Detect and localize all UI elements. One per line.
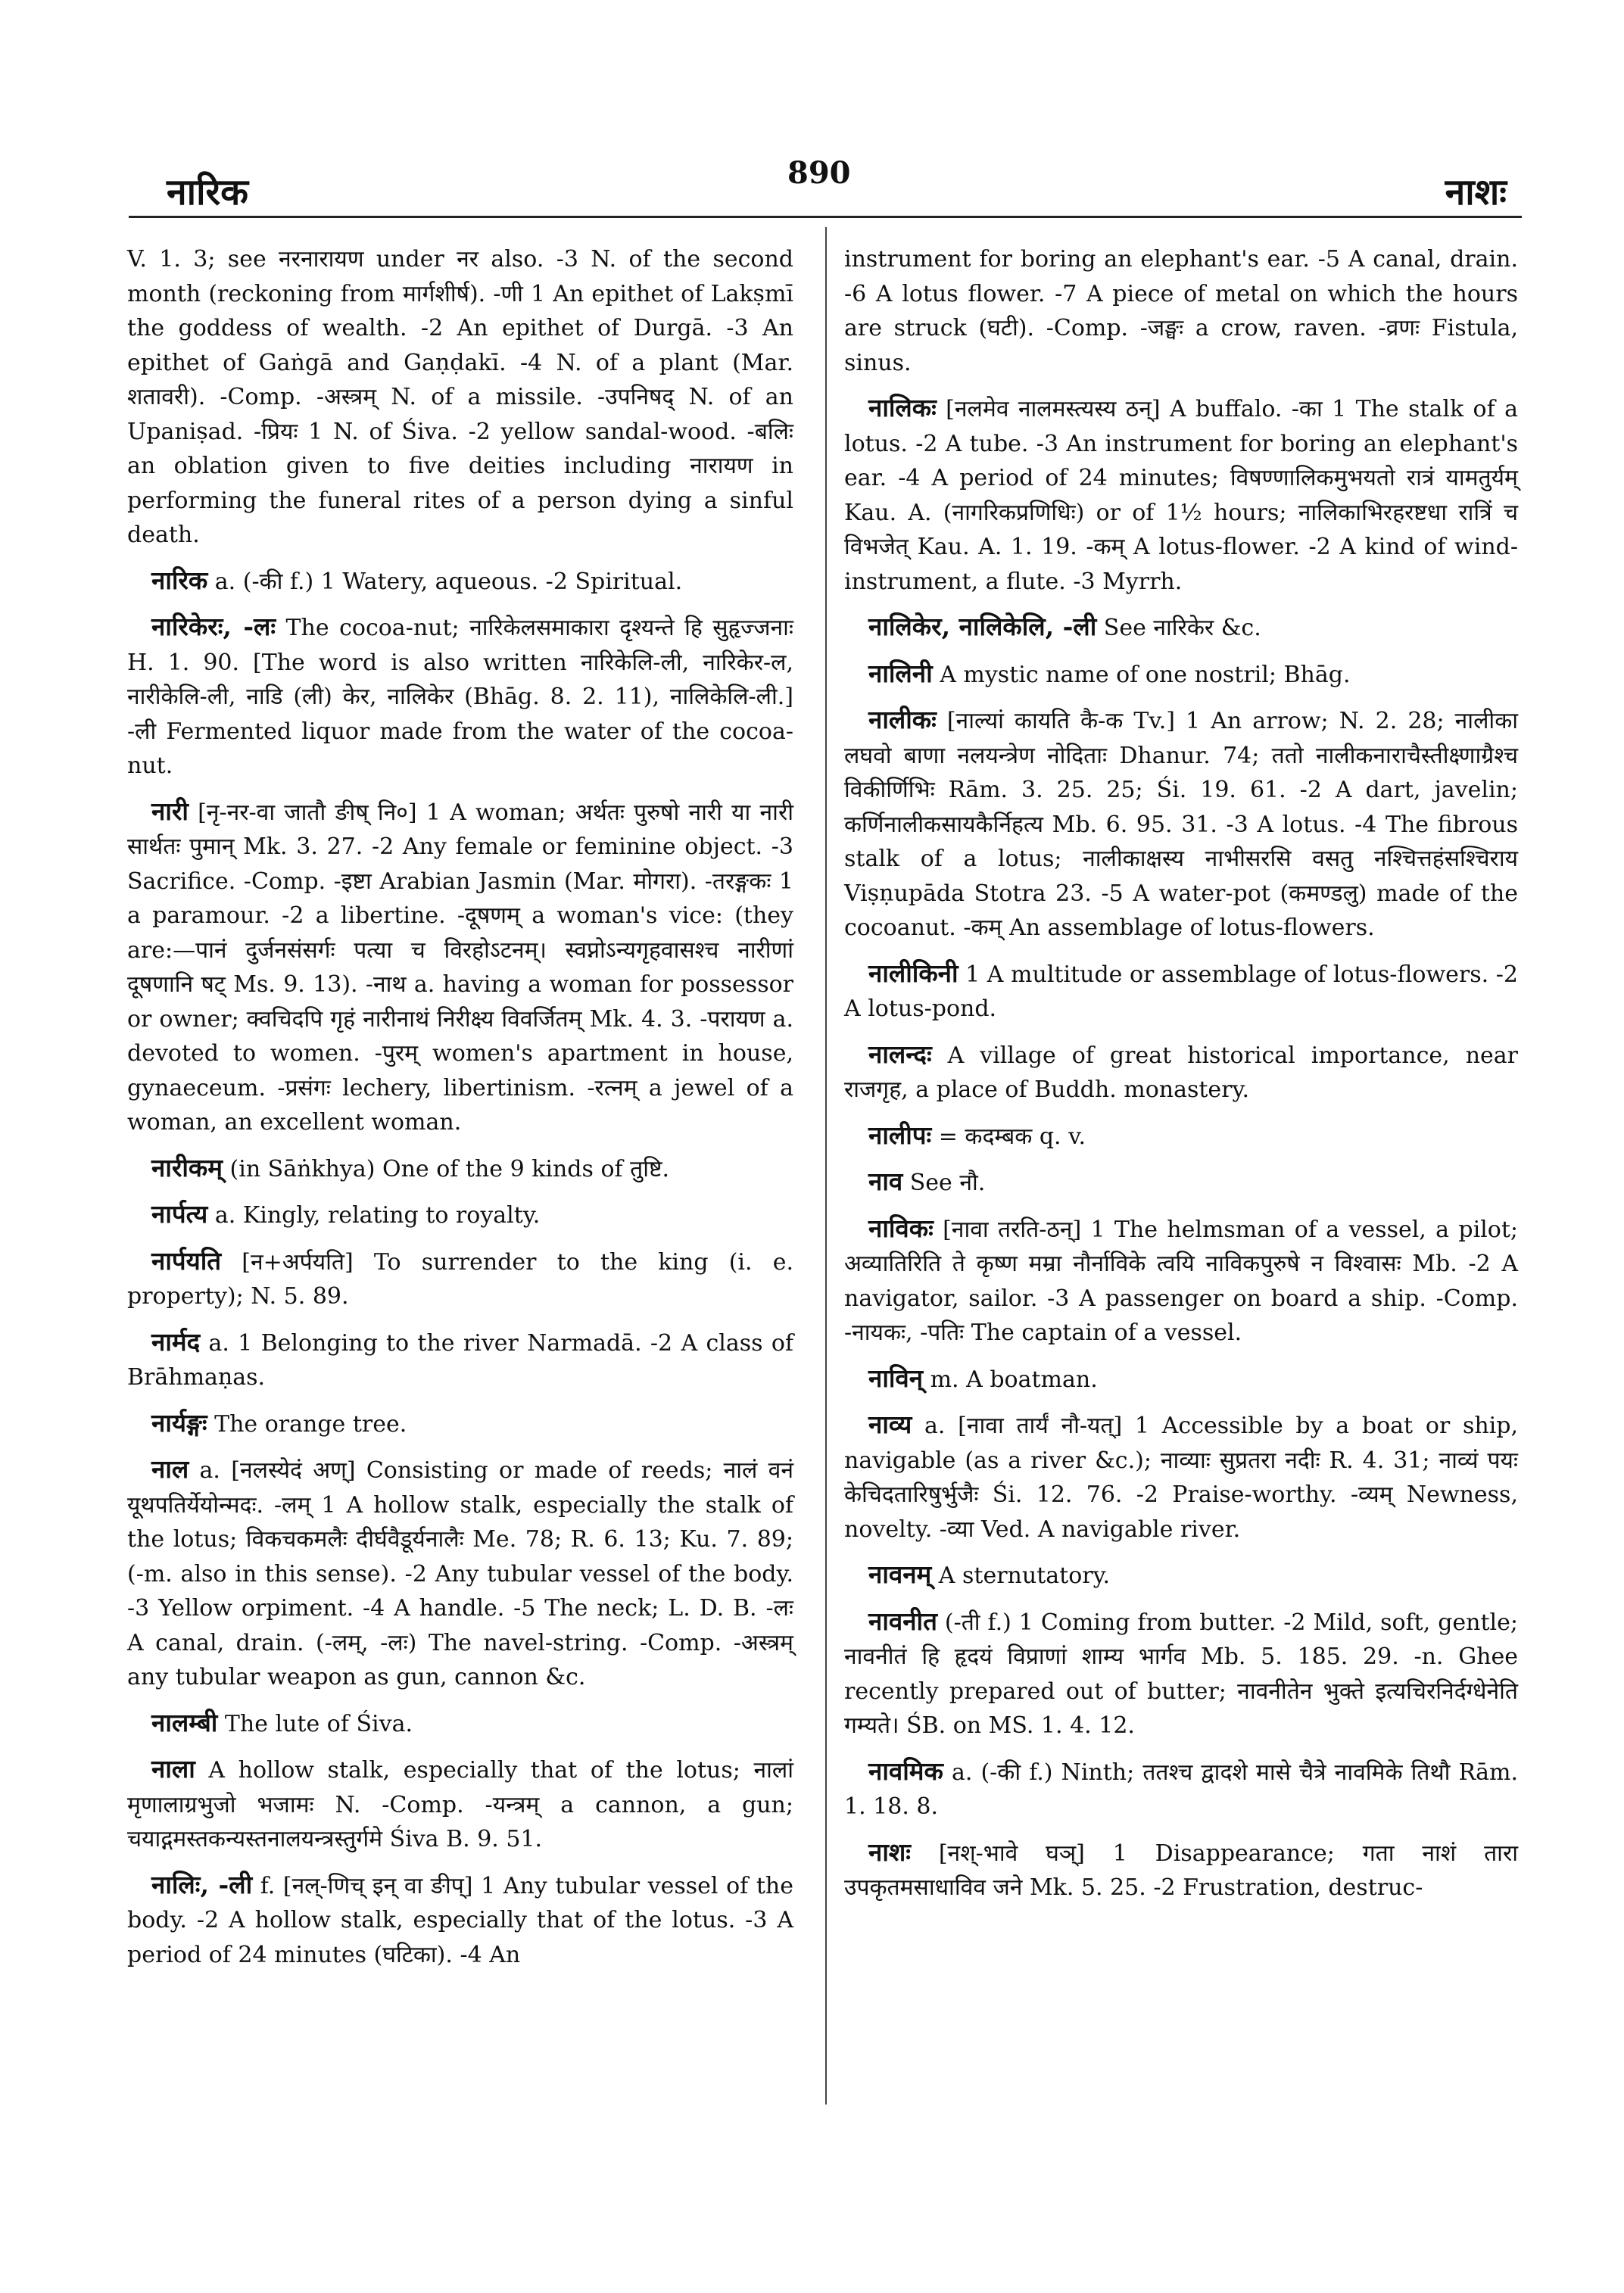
dictionary-entry bbox=[844, 1037, 1518, 1108]
entry-text: a. 1 Belonging to the river Narmadā. -2 A class of Brāhmaṇas. bbox=[127, 1329, 793, 1391]
dictionary-entry bbox=[127, 1406, 793, 1442]
dictionary-entry bbox=[844, 656, 1518, 693]
dictionary-entry bbox=[127, 563, 793, 600]
entry-text: a. [नावा तार्यं नौ-यत्] 1 Accessible by a boat or ship, navigable (as a river &c.); नाव्याः सुप्रतरा नदीः R. 4. 31; नाव्यं पयः केचिदतारिषुर्भुजैः Śi. 12. 76. -2 Praise-worthy. -व्यम् Newness, novelty. -व्या Ved. A navigable river. bbox=[844, 1413, 1518, 1543]
headword: नालीपः bbox=[868, 1120, 932, 1150]
entry-text: A hollow stalk, especially that of the lotus; नालां मृणालाग्रभुजो भजामः N. -Comp. -यन्त्रम् a cannon, a gun; चयाद्गमस्तकन्यस्तनालयन्त्रस्तुर्गमे Śiva B. 9. 51. bbox=[127, 1757, 793, 1852]
entry-text: [नश्-भावे घञ्] 1 Disappearance; गता नाशं तारा उपकृतमसाधाविव जने Mk. 5. 25. -2 Frustration, destruc- bbox=[844, 1840, 1518, 1901]
headword: नाविकः bbox=[868, 1213, 934, 1243]
headword: नावनम् bbox=[868, 1559, 932, 1589]
dictionary-entry bbox=[127, 794, 793, 1140]
headword: नारिकेरः, -लः bbox=[151, 612, 276, 641]
headword: नालीकिनी bbox=[868, 958, 959, 988]
entry-text: (in Sāṅkhya) One of the 9 kinds of तुष्टि. bbox=[222, 1155, 670, 1182]
headword: नालिकेर, नालिकेलि, -ली bbox=[868, 612, 1097, 641]
dictionary-entry bbox=[844, 1361, 1518, 1397]
dictionary-entry bbox=[127, 1868, 793, 1973]
headword: नालिकः bbox=[868, 393, 937, 422]
entry-text: a. (-की f.) Ninth; ततश्च द्वादशे मासे चैत्रे नावमिके तिथौ Rām. 1. 18. 8. bbox=[844, 1759, 1518, 1820]
entry-text: [न+अर्पयति] To surrender to the king (i. e. property); N. 5. 89. bbox=[127, 1248, 793, 1310]
page-header bbox=[151, 155, 1507, 213]
column-divider bbox=[825, 227, 827, 2105]
entry-text: 1 A multitude or assemblage of lotus-flowers. -2 A lotus-pond. bbox=[844, 961, 1518, 1022]
headword: नारिक bbox=[151, 565, 208, 595]
headword: नालिः, -ली bbox=[151, 1869, 253, 1899]
headword: नाव bbox=[868, 1167, 903, 1196]
dictionary-entry bbox=[844, 703, 1518, 946]
entry-text: f. [नल्-णिच् इन् वा ङीप्] 1 Any tubular vessel of the body. -2 A hollow stalk, especially that of the lotus. -3 A period of 24 minutes (घटिका). -4 An bbox=[127, 1872, 794, 1968]
left-guide-word: नारिक bbox=[167, 171, 249, 213]
dictionary-entry bbox=[127, 1452, 793, 1695]
headword: नार्यङ्गः bbox=[151, 1407, 207, 1438]
entry-text: m. A boatman. bbox=[923, 1366, 1098, 1393]
entry-text: The lute of Śiva. bbox=[217, 1710, 413, 1737]
entry-text: (-ती f.) 1 Coming from butter. -2 Mild, soft, gentle; नावनीतं हि हृदयं विप्राणां शाम्य भार्गव Mb. 5. 185. 29. -n. Ghee recently prepared out of butter; नावनीतेन भुक्ते इत्यचिरनिर्दग्धेनेति गम्यते। ŚB. on MS. 1. 4. 12. bbox=[844, 1609, 1518, 1739]
dictionary-entry bbox=[844, 1407, 1518, 1547]
headword: नावनीत bbox=[868, 1606, 937, 1636]
headword: नार्पयति bbox=[151, 1245, 222, 1276]
entry-text: V. 1. 3; see नरनारायण under नर also. -3 N. of the second month (reckoning from मार्गशीर्ष). -णी 1 An epithet of Lakṣmī the goddess of wealth. -2 An epithet of Durgā. -3 An epithet of Gaṅgā and Gaṇḍakī. -4 N. of a plant (Mar. शतावरी). -Comp. -अस्त्रम् N. of a missile. -उपनिषद् N. of an Upaniṣad. -प्रियः 1 N. of Śiva. -2 yellow sandal-wood. -बलिः an oblation given to five deities including नारायण in performing the funeral rites of a person dying a sinful death. bbox=[127, 246, 793, 548]
dictionary-entry bbox=[844, 1754, 1518, 1824]
entry-text: [नलमेव नालमस्त्यस्य ठन्] A buffalo. -का 1 The stalk of a lotus. -2 A tube. -3 An instrument for boring an elephant's ear. -4 A period of 24 minutes; विषण्णालिकमुभयतो रात्रं यामतुर्यम् Kau. A. (नागरिकप्रणिधिः) or of 1½ hours; नालिकाभिरहरष्टधा रात्रिं च विभजेत् Kau. A. 1. 19. -कम् A lotus-flower. -2 A kind of wind-instrument, a flute. -3 Myrrh. bbox=[844, 396, 1518, 595]
dictionary-entry bbox=[844, 1557, 1518, 1594]
dictionary-entry bbox=[844, 1164, 1518, 1201]
headword: नाला bbox=[151, 1754, 195, 1784]
headword: नार्मद bbox=[151, 1326, 201, 1357]
dictionary-entry bbox=[127, 1706, 793, 1742]
headword: नाव्य bbox=[868, 1410, 912, 1439]
dictionary-entry bbox=[127, 1197, 793, 1233]
dictionary-entry bbox=[127, 609, 793, 784]
headword: नारीकम् bbox=[151, 1152, 223, 1182]
entry-text: A village of great historical importance, near राजगृह, a place of Buddh. monastery. bbox=[844, 1042, 1518, 1103]
dictionary-entry bbox=[844, 609, 1518, 646]
headword: नाल bbox=[151, 1454, 189, 1484]
dictionary-entry bbox=[844, 1835, 1518, 1905]
header-rule bbox=[129, 216, 1522, 218]
headword: नारी bbox=[151, 796, 189, 826]
dictionary-entry bbox=[127, 1151, 793, 1187]
entry-text: The orange tree. bbox=[207, 1410, 407, 1438]
entry-text: A mystic name of one nostril; Bhāg. bbox=[932, 661, 1351, 688]
entry-text: The cocoa-nut; नारिकेलसमाकारा दृश्यन्ते हि सुहृज्जनाः H. 1. 90. [The word is also written नारिकेलि-ली, नारिकेर-ल, नारीकेलि-ली, नाडि (ली) केर, नालिकेर (Bhāg. 8. 2. 11), नालिकेलि-ली.] -ली Fermented liquor made from the water of the cocoa-nut. bbox=[127, 615, 793, 779]
dictionary-entry bbox=[844, 1118, 1518, 1154]
entry-text: See नारिकेर &c. bbox=[1096, 615, 1261, 641]
headword: नालम्बी bbox=[151, 1707, 218, 1737]
entry-text: a. (-की f.) 1 Watery, aqueous. -2 Spiritual. bbox=[207, 568, 683, 595]
entry-text: [नाल्यां कायति कै-क Tv.] 1 An arrow; N. 2. 28; नालीका लघवो बाणा नलयन्त्रेण नोदिताः Dhanur. 74; ततो नालीकनाराचैस्तीक्ष्णाग्रैश्च विकीर्णिभिः Rām. 3. 25. 25; Śi. 19. 61. -2 A dart, javelin; कर्णिनालीकसायकैर्निहत्य Mb. 6. 95. 31. -3 A lotus. -4 The fibrous stalk of a lotus; नालीकाक्षस्य नाभीसरसि वसतु नश्चित्तहंसश्चिराय Viṣṇupāda Stotra 23. -5 A water-pot (कमण्डलु) made of the cocoanut. -कम् An assemblage of lotus-flowers. bbox=[844, 708, 1518, 941]
dictionary-entry bbox=[127, 1244, 793, 1314]
right-guide-word: नाशः bbox=[1445, 171, 1507, 213]
entry-text: [नृ-नर-वा जातौ ङीष् नि०] 1 A woman; अर्थतः पुरुषो नारी या नारी सार्थतः पुमान् Mk. 3. 27. -2 Any female or feminine object. -3 Sacrifice. -Comp. -इष्टा Arabian Jasmin (Mar. मोगरा). -तरङ्गकः 1 a paramour. -2 a libertine. -दूषणम् a woman's vice: (they are:—पानं दुर्जनसंसर्गः पत्या च विरहोऽटनम्। स्वप्नोऽन्यगृहवासश्च नारीणां दूषणानि षट् Ms. 9. 13). -नाथ a. having a woman for possessor or owner; क्वचिदपि गृहं नारीनाथं निरीक्ष्य विवर्जितम् Mk. 4. 3. -परायण a. devoted to women. -पुरम् women's apartment in house, gynaeceum. -प्रसंगः lechery, libertinism. -रत्नम् a jewel of a woman, an excellent woman. bbox=[127, 799, 793, 1136]
headword: नाविन् bbox=[868, 1363, 924, 1393]
dictionary-entry bbox=[844, 1211, 1518, 1351]
headword: नाशः bbox=[868, 1837, 911, 1867]
dictionary-entry-continued bbox=[127, 242, 793, 553]
entry-text: = कदम्बक q. v. bbox=[931, 1123, 1086, 1150]
headword: नावमिक bbox=[868, 1756, 943, 1786]
left-column bbox=[127, 242, 793, 1983]
right-column bbox=[844, 242, 1518, 1916]
headword: नालीकः bbox=[868, 705, 937, 734]
entry-text: a. Kingly, relating to royalty. bbox=[207, 1202, 541, 1229]
entry-text: instrument for boring an elephant's ear. -5 A canal, drain. -6 A lotus flower. -7 A piece of metal on which the hours are struck (घटी). -Comp. -जङ्घः a crow, raven. -व्रणः Fistula, sinus. bbox=[844, 246, 1518, 376]
dictionary-entry bbox=[127, 1325, 793, 1395]
page-number: 890 bbox=[787, 155, 851, 191]
entry-text: [नावा तरति-ठन्] 1 The helmsman of a vessel, a pilot; अव्यातिरिति ते कृष्ण मम्रा नौर्नाविके त्वयि नाविकपुरुषे न विश्वासः Mb. -2 A navigator, sailor. -3 A passenger on board a ship. -Comp. -नायकः, -पतिः The captain of a vessel. bbox=[844, 1216, 1518, 1346]
dictionary-entry bbox=[127, 1752, 793, 1857]
dictionary-entry bbox=[844, 391, 1518, 599]
headword: नार्पत्य bbox=[151, 1199, 208, 1229]
headword: नालन्दः bbox=[868, 1039, 932, 1069]
entry-text: See नौ. bbox=[902, 1170, 986, 1196]
dictionary-entry bbox=[844, 956, 1518, 1027]
dictionary-entry bbox=[844, 1604, 1518, 1743]
entry-text: a. [नलस्येदं अण्] Consisting or made of reeds; नालं वनं यूथपतिर्येयोन्मदः. -लम् 1 A hollow stalk, especially the stalk of the lotus; विकचकमलैः दीर्घवैडूर्यनालैः Me. 78; R. 6. 13; Ku. 7. 89; (-m. also in this sense). -2 Any tubular vessel of the body. -3 Yellow orpiment. -4 A handle. -5 The neck; L. D. B. -लः A canal, drain. (-लम्, -लः) The navel-string. -Comp. -अस्त्रम् any tubular weapon as gun, cannon &c. bbox=[127, 1457, 793, 1690]
headword: नालिनी bbox=[868, 658, 933, 688]
dictionary-entry-continued bbox=[844, 242, 1518, 380]
entry-text: A sternutatory. bbox=[931, 1562, 1111, 1589]
